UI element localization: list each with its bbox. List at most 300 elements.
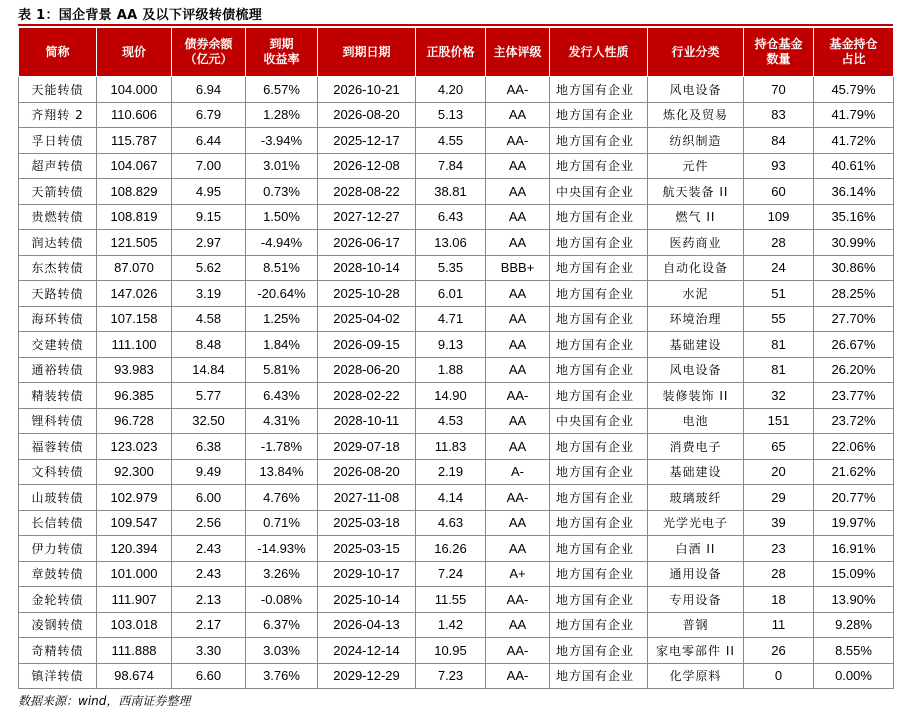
table-cell: 30.99% [814,230,894,256]
table-cell: 26.67% [814,332,894,358]
table-cell: 19.97% [814,510,894,536]
table-cell: 147.026 [97,281,172,307]
table-cell: 5.62 [172,255,246,281]
table-row [19,434,894,460]
table-cell: 60 [744,179,814,205]
table-cell: 地方国有企业 [550,561,648,587]
table-cell: 2027-11-08 [318,485,416,511]
table-cell: 2029-10-17 [318,561,416,587]
table-cell: AA [486,179,550,205]
table-cell: 6.57% [246,77,318,103]
table-cell: AA [486,306,550,332]
table-cell: 28.25% [814,281,894,307]
table-cell: 地方国有企业 [550,332,648,358]
table-row [19,536,894,562]
table-row [19,281,894,307]
table-cell: A- [486,459,550,485]
table-row [19,459,894,485]
table-cell: 2025-03-15 [318,536,416,562]
table-cell: 地方国有企业 [550,638,648,664]
table-cell: 地方国有企业 [550,230,648,256]
column-header: 债券余额 （亿元） [172,28,246,77]
table-cell: AA- [486,587,550,613]
table-cell: AA [486,332,550,358]
table-cell: 123.023 [97,434,172,460]
table-cell: 精装转债 [19,383,97,409]
table-cell: 风电设备 [648,357,744,383]
table-cell: 地方国有企业 [550,459,648,485]
table-cell: 医药商业 [648,230,744,256]
table-cell: 28 [744,561,814,587]
table-cell: 2.13 [172,587,246,613]
table-cell: AA- [486,77,550,103]
table-cell: 103.018 [97,612,172,638]
table-cell: 8.55% [814,638,894,664]
table-cell: AA- [486,485,550,511]
table-cell: 40.61% [814,153,894,179]
table-row [19,179,894,205]
table-cell: -0.08% [246,587,318,613]
table-cell: 地方国有企业 [550,204,648,230]
table-cell: 9.28% [814,612,894,638]
table-cell: 4.95 [172,179,246,205]
table-cell: 16.26 [416,536,486,562]
table-cell: 151 [744,408,814,434]
table-cell: 贵燃转债 [19,204,97,230]
table-cell: 地方国有企业 [550,153,648,179]
table-cell: AA [486,102,550,128]
table-cell: 地方国有企业 [550,587,648,613]
table-cell: 93.983 [97,357,172,383]
table-cell: 65 [744,434,814,460]
table-cell: 23.72% [814,408,894,434]
table-cell: 4.71 [416,306,486,332]
table-cell: 6.01 [416,281,486,307]
column-header: 持仓基金 数量 [744,28,814,77]
table-cell: 地方国有企业 [550,663,648,689]
table-cell: 地方国有企业 [550,434,648,460]
table-cell: 锂科转债 [19,408,97,434]
table-cell: 基础建设 [648,459,744,485]
table-cell: 28 [744,230,814,256]
table-cell: 26 [744,638,814,664]
table-cell: 福蓉转债 [19,434,97,460]
table-row [19,383,894,409]
table-cell: 2026-06-17 [318,230,416,256]
table-cell: 4.31% [246,408,318,434]
table-cell: 化学原料 [648,663,744,689]
table-cell: 2025-10-28 [318,281,416,307]
table-cell: 9.13 [416,332,486,358]
table-cell: 家电零部件 II [648,638,744,664]
table-cell: 32 [744,383,814,409]
table-cell: 24 [744,255,814,281]
table-cell: -1.78% [246,434,318,460]
table-cell: 9.15 [172,204,246,230]
table-cell: A+ [486,561,550,587]
table-row [19,128,894,154]
table-cell: 光学光电子 [648,510,744,536]
table-cell: 51 [744,281,814,307]
column-header: 现价 [97,28,172,77]
table-cell: 30.86% [814,255,894,281]
table-cell: 26.20% [814,357,894,383]
table-cell: 6.44 [172,128,246,154]
table-cell: 1.50% [246,204,318,230]
table-cell: -3.94% [246,128,318,154]
table-cell: 天能转债 [19,77,97,103]
table-cell: 115.787 [97,128,172,154]
table-row [19,561,894,587]
table-cell: 20 [744,459,814,485]
table-cell: 地方国有企业 [550,306,648,332]
table-cell: 超声转债 [19,153,97,179]
table-cell: AA [486,434,550,460]
table-cell: 8.48 [172,332,246,358]
table-cell: 4.14 [416,485,486,511]
table-cell: 55 [744,306,814,332]
table-cell: 2025-10-14 [318,587,416,613]
table-cell: 3.26% [246,561,318,587]
table-cell: 天路转债 [19,281,97,307]
table-cell: AA [486,230,550,256]
table-cell: 14.90 [416,383,486,409]
table-cell: 13.84% [246,459,318,485]
table-cell: 108.819 [97,204,172,230]
table-cell: AA [486,536,550,562]
table-row [19,485,894,511]
table-cell: 2.97 [172,230,246,256]
table-cell: 18 [744,587,814,613]
column-header: 正股价格 [416,28,486,77]
table-cell: 6.43 [416,204,486,230]
table-cell: 2029-12-29 [318,663,416,689]
table-cell: 东杰转债 [19,255,97,281]
table-cell: 1.28% [246,102,318,128]
table-cell: 98.674 [97,663,172,689]
table-cell: 2026-10-21 [318,77,416,103]
table-cell: 120.394 [97,536,172,562]
column-header: 简称 [19,28,97,77]
table-row [19,663,894,689]
table-cell: 4.20 [416,77,486,103]
table-cell: 7.00 [172,153,246,179]
table-cell: 1.88 [416,357,486,383]
table-cell: 齐翔转 2 [19,102,97,128]
table-cell: 6.60 [172,663,246,689]
table-cell: 36.14% [814,179,894,205]
table-cell: 108.829 [97,179,172,205]
table-cell: 121.505 [97,230,172,256]
table-cell: 6.37% [246,612,318,638]
table-cell: 航天装备 II [648,179,744,205]
table-cell: 3.03% [246,638,318,664]
table-cell: 装修装饰 II [648,383,744,409]
column-header: 到期 收益率 [246,28,318,77]
table-cell: 6.43% [246,383,318,409]
table-row [19,587,894,613]
table-cell: 2025-04-02 [318,306,416,332]
table-cell: AA [486,281,550,307]
table-cell: AA- [486,638,550,664]
table-cell: 通裕转债 [19,357,97,383]
table-cell: 4.55 [416,128,486,154]
table-cell: AA [486,204,550,230]
table-cell: 2026-08-20 [318,102,416,128]
table-cell: 102.979 [97,485,172,511]
table-cell: 3.01% [246,153,318,179]
table-cell: 3.30 [172,638,246,664]
table-cell: 2.43 [172,536,246,562]
table-cell: 伊力转债 [19,536,97,562]
table-cell: 0.71% [246,510,318,536]
table-cell: 海环转债 [19,306,97,332]
table-cell: 地方国有企业 [550,255,648,281]
table-cell: 2028-06-20 [318,357,416,383]
table-row [19,204,894,230]
table-cell: 6.94 [172,77,246,103]
table-cell: 7.23 [416,663,486,689]
table-cell: 23 [744,536,814,562]
table-cell: 地方国有企业 [550,612,648,638]
table-cell: 13.06 [416,230,486,256]
table-cell: 20.77% [814,485,894,511]
table-cell: 41.79% [814,102,894,128]
table-cell: AA [486,408,550,434]
table-row [19,77,894,103]
table-cell: 奇精转债 [19,638,97,664]
table-cell: 1.25% [246,306,318,332]
table-cell: 8.51% [246,255,318,281]
table-cell: AA- [486,128,550,154]
caption-divider [18,24,893,26]
table-cell: 1.42 [416,612,486,638]
table-cell: 2027-12-27 [318,204,416,230]
table-cell: 2028-10-11 [318,408,416,434]
table-cell: 纺织制造 [648,128,744,154]
table-cell: 104.000 [97,77,172,103]
table-cell: 长信转债 [19,510,97,536]
table-cell: 交建转债 [19,332,97,358]
table-row [19,510,894,536]
table-cell: 104.067 [97,153,172,179]
table-cell: 地方国有企业 [550,102,648,128]
table-cell: 自动化设备 [648,255,744,281]
table-row [19,612,894,638]
table-cell: 4.53 [416,408,486,434]
table-cell: 109.547 [97,510,172,536]
table-cell: 9.49 [172,459,246,485]
table-cell: 地方国有企业 [550,383,648,409]
table-row [19,408,894,434]
table-cell: 玻璃玻纤 [648,485,744,511]
table-cell: 111.888 [97,638,172,664]
table-cell: 11.55 [416,587,486,613]
table-cell: 70 [744,77,814,103]
table-cell: 中央国有企业 [550,408,648,434]
table-cell: 14.84 [172,357,246,383]
table-row [19,306,894,332]
table-cell: 111.100 [97,332,172,358]
table-cell: 22.06% [814,434,894,460]
table-cell: 93 [744,153,814,179]
table-cell: 3.76% [246,663,318,689]
table-cell: 2026-08-20 [318,459,416,485]
table-cell: 2029-07-18 [318,434,416,460]
table-cell: 润达转债 [19,230,97,256]
table-cell: 地方国有企业 [550,510,648,536]
table-cell: 81 [744,357,814,383]
table-cell: 镇洋转债 [19,663,97,689]
table-cell: 4.76% [246,485,318,511]
table-cell: 107.158 [97,306,172,332]
table-cell: 中央国有企业 [550,179,648,205]
table-cell: 2028-10-14 [318,255,416,281]
table-cell: 45.79% [814,77,894,103]
table-cell: 1.84% [246,332,318,358]
table-row [19,638,894,664]
table-cell: 2025-12-17 [318,128,416,154]
column-header: 发行人性质 [550,28,648,77]
table-cell: 2024-12-14 [318,638,416,664]
table-cell: 环境治理 [648,306,744,332]
data-source-note: 数据来源：wind，西南证券整理 [18,694,191,708]
table-cell: 7.24 [416,561,486,587]
table-cell: 15.09% [814,561,894,587]
table-row [19,153,894,179]
table-cell: 35.16% [814,204,894,230]
table-row [19,357,894,383]
table-cell: 81 [744,332,814,358]
table-row [19,102,894,128]
table-cell: 基础建设 [648,332,744,358]
table-cell: 2.19 [416,459,486,485]
table-cell: 电池 [648,408,744,434]
table-cell: -20.64% [246,281,318,307]
table-cell: 3.19 [172,281,246,307]
table-cell: 地方国有企业 [550,281,648,307]
column-header: 行业分类 [648,28,744,77]
table-cell: 13.90% [814,587,894,613]
table-cell: 21.62% [814,459,894,485]
table-cell: 普钢 [648,612,744,638]
table-cell: 2026-09-15 [318,332,416,358]
table-cell: 96.728 [97,408,172,434]
table-cell: 2026-04-13 [318,612,416,638]
table-cell: 5.13 [416,102,486,128]
header-row [19,28,894,77]
table-cell: 元件 [648,153,744,179]
table-caption: 表 1：国企背景 AA 及以下评级转债梳理 [18,8,263,23]
table-cell: 金轮转债 [19,587,97,613]
table-cell: 凌钢转债 [19,612,97,638]
table-cell: 2.43 [172,561,246,587]
table-cell: 5.77 [172,383,246,409]
table-cell: 0 [744,663,814,689]
table-cell: 山玻转债 [19,485,97,511]
table-cell: 地方国有企业 [550,485,648,511]
table-cell: 23.77% [814,383,894,409]
table-cell: AA [486,612,550,638]
table-cell: 6.00 [172,485,246,511]
table-cell: 84 [744,128,814,154]
table-cell: 专用设备 [648,587,744,613]
table-cell: 地方国有企业 [550,536,648,562]
table-cell: 水泥 [648,281,744,307]
table-cell: 4.58 [172,306,246,332]
table-row [19,332,894,358]
table-cell: 孚日转债 [19,128,97,154]
table-cell: 0.00% [814,663,894,689]
table-cell: 109 [744,204,814,230]
table-cell: 天箭转债 [19,179,97,205]
table-cell: 2028-02-22 [318,383,416,409]
table-cell: 83 [744,102,814,128]
table-cell: 101.000 [97,561,172,587]
table-cell: AA [486,153,550,179]
table-cell: 章鼓转债 [19,561,97,587]
table-cell: 2.56 [172,510,246,536]
table-cell: 风电设备 [648,77,744,103]
table-cell: 6.38 [172,434,246,460]
table-cell: AA- [486,663,550,689]
table-row [19,230,894,256]
table-cell: 消费电子 [648,434,744,460]
table-cell: 白酒 II [648,536,744,562]
table-cell: 6.79 [172,102,246,128]
table-cell: 通用设备 [648,561,744,587]
table-cell: 2025-03-18 [318,510,416,536]
column-header: 主体评级 [486,28,550,77]
table-cell: 111.907 [97,587,172,613]
table-cell: 地方国有企业 [550,77,648,103]
table-cell: 5.35 [416,255,486,281]
table-cell: 96.385 [97,383,172,409]
column-header: 基金持仓 占比 [814,28,894,77]
table-cell: 41.72% [814,128,894,154]
table-cell: -14.93% [246,536,318,562]
table-cell: 27.70% [814,306,894,332]
bond-table [18,27,894,689]
table-cell: 燃气 II [648,204,744,230]
table-cell: -4.94% [246,230,318,256]
table-cell: 4.63 [416,510,486,536]
table-cell: 29 [744,485,814,511]
table-cell: 10.95 [416,638,486,664]
table-cell: 0.73% [246,179,318,205]
table-cell: AA [486,510,550,536]
table-cell: 地方国有企业 [550,357,648,383]
table-cell: 110.606 [97,102,172,128]
table-cell: 87.070 [97,255,172,281]
table-cell: 11.83 [416,434,486,460]
table-cell: 7.84 [416,153,486,179]
table-cell: 炼化及贸易 [648,102,744,128]
table-cell: 文科转债 [19,459,97,485]
table-cell: 2028-08-22 [318,179,416,205]
table-cell: 38.81 [416,179,486,205]
table-cell: AA- [486,383,550,409]
table-cell: 5.81% [246,357,318,383]
table-cell: 92.300 [97,459,172,485]
table-cell: 39 [744,510,814,536]
table-cell: 32.50 [172,408,246,434]
table-cell: 地方国有企业 [550,128,648,154]
table-cell: 16.91% [814,536,894,562]
table-cell: 11 [744,612,814,638]
table-cell: 2026-12-08 [318,153,416,179]
table-body [19,77,894,689]
